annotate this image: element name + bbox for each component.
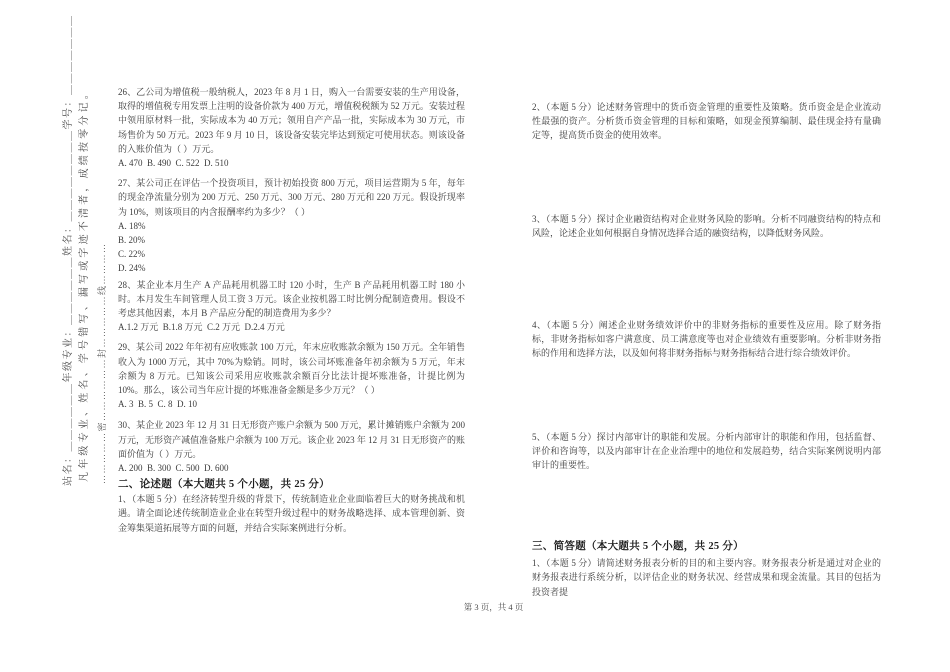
question-text: 28、某企业本月生产 A 产品耗用机器工时 120 小时，生产 B 产品耗用机器工时 180 小时。本月发生车间管理人员工资 3 万元。该企业按机器工时比例分配制造费用。假设不考虑其他因素，本月 B 产品应分配的制造费用为多少？ [118,279,465,319]
question-29 [118,340,465,411]
left-column [118,85,465,535]
option-line: A. 470 B. 490 C. 522 D. 510 [118,158,229,169]
option-line: B. 20% [118,235,145,246]
question-text: 26、乙公司为增值税一般纳税人，2023 年 8 月 1 日，购入一台需要安装的生产用设备，取得的增值税专用发票上注明的设备价款为 400 万元，增值税税额为 52 万元。安装过程中领用原材料一批，实际成本为 40 万元；领用自产产品一批，实际成本为 30 万元，市场售价为 50 万元。2023 年 9 月 10 日，该设备安装完毕达到预定可使用状态。则该设备的入账价值为（ ）万元。 [118,87,465,154]
option-line: C. 22% [118,249,145,260]
question-27 [118,176,465,275]
section-title-short-answer: 三、简答题（本大题共 5 个小题，共 25 分） [532,541,744,553]
question-text: 4、（本题 5 分）阐述企业财务绩效评价中的非财务指标的重要性及应用。除了财务指标，非财务指标如客户满意度、员工满意度等也对企业绩效有重要影响。分析非财务指标的作用和选择方法，以及如何将非财务指标与财务指标结合进行综合绩效评价。 [532,320,881,359]
option-line: D. 24% [118,263,146,274]
option-line: A.1.2 万元 B.1.8 万元 C.2 万元 D.2.4 万元 [118,322,285,333]
question-text: 1、（本题 5 分）请简述财务报表分析的目的和主要内容。财务报表分析是通过对企业的财务报表进行系统分析，以评估企业的财务状况、经营成果和现金流量。其目的包括为投资者提 [532,558,881,597]
zero-score-warning: 凡年级专业、姓名、学号错写、漏写或字迹不清者，成绩按零分记。 [79,86,90,482]
question-text: 5、（本题 5 分）探讨内部审计的职能和发展。分析内部审计的职能和作用，包括监督、评价和咨询等，以及内部审计在企业治理中的地位和发展趋势，结合实际案例说明内部审计的重要性。 [532,431,881,471]
short-answer-question-1 [532,556,881,599]
option-line: A. 18% [118,220,146,231]
question-text: 3、（本题 5 分）探讨企业融资结构对企业财务风险的影响。分析不同融资结构的特点和风险，论述企业如何根据自身情况选择合适的融资结构，以降低财务风险。 [532,213,881,238]
essay-question-2 [532,100,881,143]
question-text: 2、（本题 5 分）论述财务管理中的货币资金管理的重要性及策略。货币资金是企业流动性最强的资产。分析货币资金管理的目标和策略，如现金预算编制、最佳现金持有量确定等，提高货币资金的使用效率。 [532,102,881,141]
essay-question-4 [532,318,881,361]
student-info-fields: 站名：＿＿＿＿＿＿年级专业：＿＿＿＿＿＿姓名：＿＿＿＿＿＿＿＿学号：＿＿＿＿＿＿＿ [63,14,74,486]
question-text: 29、某公司 2022 年年初有应收账款 100 万元，年末应收账款余额为 150 万元。全年销售收入为 1000 万元，其中 70%为赊销。同时，该公司坏账准备年初余额为 5 万元，年末余额为 8 万元。已知该公司采用应收账款余额百分比法计提坏账准备，计提比例为 10%。那么，该公司当年应计提的坏账准备金额是多少万元？（ ） [118,342,465,396]
essay-question-3 [532,212,881,240]
option-line: A. 200 B. 300 C. 500 D. 600 [118,463,229,474]
question-28 [118,278,465,335]
page-footer: 第 3 页，共 4 页 [463,602,524,612]
essay-question-1 [118,492,465,535]
question-26 [118,85,465,170]
seal-dotted-line: ……………密………………封……………线………… [97,242,107,484]
question-30 [118,418,465,475]
essay-question-5 [532,430,881,473]
section-title-essay: 二、论述题（本大题共 5 个小题，共 25 分） [118,479,330,491]
question-text: 30、某企业 2023 年 12 月 31 日无形资产账户余额为 500 万元，累计摊销账户余额为 200 万元，无形资产减值准备账户余额为 100 万元。该企业 2023 年 12 月 31 日无形资产的账面价值为（ ）万元。 [118,420,465,459]
question-text: 1、（本题 5 分）在经济转型升级的背景下，传统制造业企业面临着巨大的财务挑战和机遇。请全面论述传统制造业企业在转型升级过程中的财务战略选择、成本管理创新、资金筹集渠道拓展等方面的问题，并结合实际案例进行分析。 [118,494,465,533]
right-column [532,100,881,599]
option-line: A. 3 B. 5 C. 8 D. 10 [118,399,198,410]
question-text: 27、某公司正在评估一个投资项目，预计初始投资 800 万元，项目运营期为 5 年，每年的现金净流量分别为 200 万元、250 万元、300 万元、280 万元和 220 万元。假设折现率为 10%，则该项目的内含报酬率约为多少？（ ） [118,178,465,217]
